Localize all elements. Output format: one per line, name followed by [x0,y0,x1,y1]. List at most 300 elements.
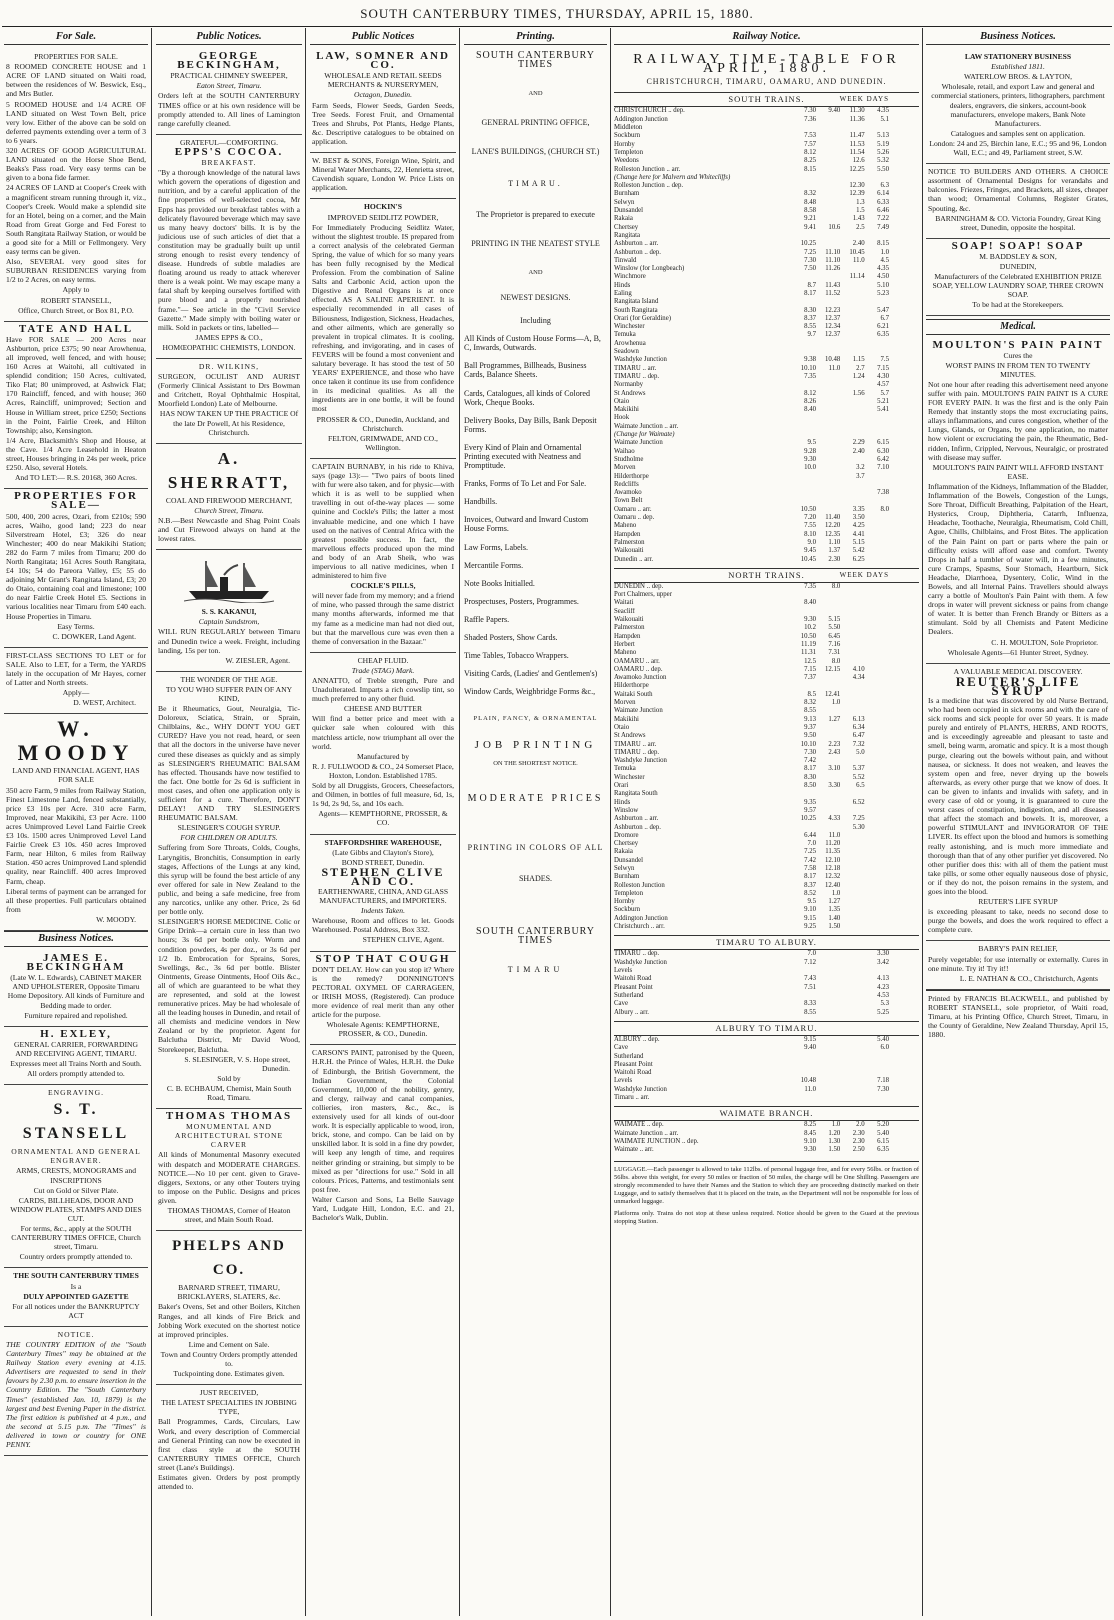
ad-signature: W. ZIESLER, Agent. [225,655,290,665]
ad-apply: Apply— [62,688,90,698]
train-time: 11.10 [825,248,841,256]
ad-body: SLESINGER'S HORSE MEDICINE. Colic or Gripe Drink—a certain cure in less than two hours; 3s 6d per bottle only. Worm and condition powders, 4s per doz., or 3s 6d per 1/2 lb. Embrocation for Sprains, Sores, Swellings, &c., 3s 6d per bottle. Blister Ointments, Grease Ointments, Hoof Oils &c., all of which are guaranteed to be what they are represented, and sold at the lowest remunerative prices. May be had wholesale of all the leading houses in Dunedin, and retail of all chemists and medicine vendors in New Zealand or by the proprietor. Agent for Balclutha District, Mr David Wood, Storekeeper, Balclutha. [158,917,300,1054]
train-time: 9.21 [804,215,816,223]
train-time: 1.3 [856,198,865,206]
printing-and: AND [528,268,543,276]
train-time [867,641,889,649]
timetable-ta-title: TIMARU TO ALBURY. [716,937,817,948]
train-time: 9.30 [804,616,816,624]
station-name: TIMARU .. arr. [614,364,657,372]
ad-notice [4,1327,148,1456]
timetable-row [614,1121,919,1129]
train-time [843,633,865,641]
train-times [794,141,919,149]
train-time [843,591,865,599]
train-time: 5.26 [877,148,889,156]
train-time [867,732,889,740]
ad-title: SOAP! SOAP! SOAP [951,239,1085,252]
train-time [843,583,865,591]
timetable-row [614,481,919,489]
train-time [867,298,889,306]
ad-subtitle: BREAKFAST. [201,158,257,168]
timetable-row [614,414,919,422]
timetable-row [614,473,919,481]
ad-body: CARSON'S PAINT, patronised by the Queen, H.R.H. the Prince of Wales, H.R.H. the Duke of Edinburgh, the British Government, the Indian Government, the Colonial Government, 10,000 of the nobility, gentry, and clergy, railway and canal companies, collieries, iron masters, &c., &c., is extensively used for all kinds of out-door work. It is especially applicable to wood, iron, brick, stone, and compo. Can be laid on by unskilled labor. It is sold in a fine dry powder, will keep any length of time, and requires neither grinding or straining, but simply to be mixed as per "directions for use." Sold in all colours. Prices, Patterns, and testimonials sent post free. [312,1048,454,1194]
station-name: Rolleston Junction .. arr. [614,165,681,173]
train-time: 1.5 [856,207,865,215]
ad-body: GENERAL CARRIER, FORWARDING AND RECEIVING AGENT, TIMARU. [14,1039,138,1058]
station-name: Rangitata [614,231,641,239]
station-name: Ashburton .. dep. [614,248,662,256]
train-times [794,975,919,983]
train-time: 9.57 [804,806,816,814]
ad-title: TATE AND HALL [18,322,134,335]
train-time: 6.47 [852,732,865,740]
station-name: Waihao [614,447,635,455]
train-time: 9.28 [804,447,816,455]
train-time: 1.24 [852,372,865,380]
ad-subtitle: WORST PAINS IN FROM TEN TO TWENTY MINUTES. [945,360,1091,379]
ad-body: W. BEST & SONS, Foreign Wine, Spirit, and Mineral Water Merchants, 22, Henrietta street, Cavendish square, London W. Price Lists on application. [312,156,454,193]
train-time [867,423,889,431]
train-times [794,556,919,564]
train-time: 8.52 [804,889,816,897]
train-time: 7.15 [804,665,816,673]
station-name: Orari [614,782,629,790]
station-name: Town Belt [614,497,643,505]
timetable-row [614,633,919,641]
ad-city: DUNEDIN, [999,261,1037,271]
ad-footer: Furniture repaired and repolished. [24,1010,128,1020]
station-name: Morven [614,699,636,707]
column-divider [610,28,611,1616]
train-time: 11.54 [849,148,865,156]
train-times [794,506,919,514]
timetable-row [614,967,919,975]
train-times [794,732,919,740]
train-time: 9.5 [807,898,816,906]
train-time [818,132,840,140]
train-time: 5.41 [877,406,889,414]
train-time [843,882,865,890]
luggage-notice: LUGGAGE.—Each passenger is allowed to take 112lbs. of personal luggage free, and for every 56lbs. or fraction of 56lbs. above this weight, for every 50 miles or fraction of 50 miles, the charge will be One Shilling. Passengers are strongly recommended to have their Names and the Station to which they are proceeding distinctly marked on their Luggage, and to satisfy themselves that it is placed on the train, as the Department will not be responsible for loss of unmarked luggage. [614,1161,919,1206]
train-time: 7.50 [804,265,816,273]
timetable-row [614,666,919,674]
station-name: TIMARU .. dep. [614,372,660,380]
station-name: WAIMATE .. dep. [614,1121,664,1129]
train-time: 1.37 [828,547,841,555]
ad-subtitle: WHOLESALE AND RETAIL SEEDS MERCHANTS & NURSERYMEN, [324,71,442,90]
timetable-row [614,1053,919,1061]
train-time: 12.37 [825,331,841,339]
column-printing [464,30,607,1616]
train-time: 8.25 [804,1121,816,1129]
train-times [794,824,919,832]
train-time: 1.43 [852,215,865,223]
train-time: 8.0 [831,657,841,665]
train-time: 5.32 [877,157,889,165]
train-time [794,1061,816,1069]
ad-signature: THOMAS THOMAS, Corner of Heaton street, and Main South Road. [167,1206,291,1225]
timetable-row [614,439,919,447]
train-time: 7.58 [804,864,816,872]
station-name: Washdyke Junction [614,1085,667,1093]
station-name: Levels [614,967,633,975]
train-time: 7.35 [804,372,816,380]
station-name: Hampden [614,530,641,538]
printing-service-item: Invoices, Outward and Inward Custom House Forms. [464,515,589,534]
train-time: 7.32 [852,740,865,748]
station-name: Christchurch .. arr. [614,923,665,931]
train-time: 9.35 [804,798,816,806]
train-times [794,782,919,790]
train-time: 6.0 [880,1044,889,1052]
printing-service-item: Every Kind of Plain and Ornamental Printing executed with Neatness and Promptitude. [464,442,582,471]
station-name: Waimate Junction .. arr. [614,422,679,430]
section-header-for-sale: For Sale. [4,30,148,45]
train-time [867,691,889,699]
train-time: 9.37 [804,723,816,731]
timetable-row [614,340,919,348]
train-time [867,340,889,348]
train-times [794,967,919,975]
train-time [843,431,865,439]
train-time [818,273,840,281]
train-times [794,815,919,823]
printing-including: Including [520,316,551,326]
imprint: Printed by FRANCIS BLACKWELL, and published by ROBERT STANSELL, sole proprietor, of Waiti road, Timaru, at his Printing Office, Church Street, Timaru, in the County of Geraldine, New Zealand Thursday, April 15, 1880. [926,990,1110,1044]
train-time [867,414,889,422]
train-time [867,232,889,240]
station-name: Addington Junction [614,115,668,123]
train-time [818,473,840,481]
timetable-row [614,882,919,890]
ad-body: Ball Programmes, Cards, Circulars, Law Work, and every description of Commercial and General Printing can now be executed in first class style at the SOUTH CANTERBURY TIMES OFFICE, Church street (Lane's Buildings). [158,1417,300,1472]
section-header-business: Business Notices. [926,30,1110,45]
ad-staffordshire [310,835,456,952]
station-name: Waimate Junction [614,707,663,715]
train-time [818,497,840,505]
ad-title: PHELPS AND CO. [172,1238,286,1279]
ad-body: FIRST-CLASS SECTIONS TO LET or for SALE. Also to LET, for a Term, the YARDS lately in the occupation of Mr Hayes, corner of Latter and North streets. [6,650,146,688]
ad-title: THE SOUTH CANTERBURY TIMES [13,1271,139,1281]
ad-phelps [156,1231,302,1385]
train-time: 5.19 [877,140,889,148]
train-time: 12.39 [849,190,865,198]
ad-subtitle: THE LATEST SPECIALTIES IN JOBBING TYPE, [161,1398,297,1417]
train-time [843,616,865,624]
ad-body: Sold by all Druggists, Grocers, Cheesefactors, and Oilmen, in bottles of full measure, 6d, 1s, 1s 9d, 2s 9d, 5s, and 10s each. [312,781,454,809]
train-time [867,857,889,865]
train-times [794,157,919,165]
train-times [794,315,919,323]
train-times [794,1077,919,1085]
printing-foot-title: SOUTH CANTERBURY TIMES [475,925,596,947]
column-divider [459,28,460,1616]
train-time [867,674,889,682]
train-times [794,273,919,281]
train-time: 4.34 [852,674,865,682]
train-time: 4.35 [877,107,889,115]
timetable-row [614,824,919,832]
train-time [818,215,840,223]
train-times [794,608,919,616]
timetable-row [614,707,919,715]
train-time: 5.21 [877,397,889,405]
timetable-row [614,464,919,472]
train-time [818,757,840,765]
train-times [794,716,919,724]
timetable-row [614,141,919,149]
station-name: Winslow (for Longbeach) [614,265,685,273]
timetable-row [614,1094,919,1102]
train-time [867,790,889,798]
train-time: 5.1 [880,115,889,123]
ad-body: Sold by [217,1073,241,1083]
ad-subheading: REUTER'S LIFE SYRUP [978,897,1058,907]
ad-title: W. MOODY [17,716,135,766]
train-time [843,307,865,315]
train-time [843,757,865,765]
ad-body: Inflammation of the Kidneys, Inflammation of the Bladder, Inflammation of the Bowels, Congestion of the Lungs, Sore Throat, Difficult Breathing, Palpitation of the Heart, Hysterics, Croup, Diphtheria, Catarrh, Influenza, Headache, Toothache, Neuralgia, Rheumatism, Cold Chill, Ague, Chills, Chilblains, and Frost Bites. The application of the Pain Paint on part or parts where the pain or difficulty exists will afford ease and comfort. Twenty Drops in half a tumbler of water will, in a few minutes, cure Cramps, Spasms, Sour Stomach, Heartburn, Sick Headache, Diarrhoea, Dysentery, Colic, Wind in the Bowels, and all Internal Pains. Travellers should always carry a bottle of Moulton's Pain Paint with them. A few drops in water will prevent sickness or pains from change of water. It is better than French Brandy or Bitters as a stimulant. Sold by all Chemists and Patent Medicine Dealers. [928,481,1108,637]
train-time: 5.40 [877,1129,889,1137]
printing-service-item: Window Cards, Weighbridge Forms &c., [464,687,596,697]
column-public-notices-2 [310,30,456,1616]
train-times [794,707,919,715]
train-time [818,707,840,715]
timetable-row [614,497,919,505]
timetable-row [614,547,919,555]
ad-subtitle: Captain Sundstrom, [198,617,260,627]
train-time: 7.25 [804,848,816,856]
train-time: 7.38 [877,489,889,497]
ad-title: STAFFORDSHIRE WAREHOUSE, [324,837,442,847]
ad-body: 350 acre Farm, 9 miles from Railway Station, Finest Limestone Land, fenced substantially, price £3 10s per Acre. 310 acre Farm, Improved, near Makikihi, £3 per Acre. 1100 acres Unimproved Level Land Fairlie Creek £3 10s. 1500 acres Unimproved Level Land Fairlie Creek £3 10s. 450 acres Improved Farm, near Hilton, 6 miles from Railway Station. 450 acres Unimproved Land splendid quality, near Raincliff. 400 acres Improved Farm, cheap. [6,785,146,886]
train-time: 10.45 [849,248,865,256]
train-time [843,481,865,489]
timetable-row [614,107,919,115]
ad-body: HAS NOW TAKEN UP THE PRACTICE Of the late Dr Powell, At his Residence, Christchurch. [159,409,299,437]
train-time [867,865,889,873]
timetable-row [614,356,919,364]
ad-body: SURGEON, OCULIST AND AURIST (Formerly Clinical Assistant to Drs Bowman and Critchett, Royal Ophthalmic Hospital, Moorfield London) Late of Melbourne. [158,372,300,409]
train-time [867,782,889,790]
train-time [867,666,889,674]
ad-signature: PROSSER & CO., Dunedin, Auckland, and Christchurch. [316,414,450,433]
train-time [818,340,840,348]
ad-signature: C. H. MOULTON, Sole Proprietor. [991,637,1098,647]
station-name: Burnham [614,190,640,198]
printing-service-item: Visiting Cards, (Ladies' and Gentlemen's) [464,669,598,679]
train-time [818,141,840,149]
train-time [867,724,889,732]
train-times [794,1086,919,1094]
train-times [794,149,919,157]
train-time [843,641,865,649]
ad-subtitle: EARTHENWARE, CHINA, AND GLASS MANUFACTURERS, and IMPORTERS. [317,886,449,906]
train-time: 6.3 [880,182,889,190]
train-times [794,765,919,773]
train-time: 6.35 [877,1146,889,1154]
train-time [867,599,889,607]
ad-subtitle: COAL AND FIREWOOD MERCHANT, [165,495,293,505]
timetable-row [614,556,919,564]
timetable-row [614,282,919,290]
train-time [818,732,840,740]
timetable-row [614,624,919,632]
printing-neat: PRINTING IN THE NEATEST STYLE [471,238,600,248]
ad-body: Farm Seeds, Flower Seeds, Garden Seeds, Tree Seeds. Forest Fruit, and Ornamental Trees and Shrubs, Pot Plants, Hedge Plants, &c. Descriptive catalogues to be obtained on application. [312,100,454,146]
train-time [843,848,865,856]
train-time: 1.27 [828,715,841,723]
train-time: 1.0 [831,1121,841,1129]
train-times [794,616,919,624]
ad-slesinger [156,672,302,1109]
train-time: 5.52 [852,773,865,781]
station-name: Waitati [614,599,634,607]
train-time [794,489,816,497]
timetable-row [614,522,919,530]
ad-signature: STEPHEN CLIVE, Agent. [362,935,444,945]
printing-service-item: Cards, Catalogues, all kinds of Colored Work, Cheque Books. [464,388,590,407]
timetable-row [614,199,919,207]
train-time [843,290,865,298]
train-time: 12.30 [849,182,865,190]
train-times [794,1146,919,1154]
ad-footer: To be had at the Storekeepers. [972,300,1064,310]
train-time [867,741,889,749]
timetable-row [614,207,919,215]
train-time [843,790,865,798]
train-time: 7.20 [804,514,816,522]
timetable-row [614,224,919,232]
train-time [843,807,865,815]
train-times [794,132,919,140]
train-time [843,398,865,406]
train-time [818,381,840,389]
timetable-wb-title: WAIMATE BRANCH. [719,1108,814,1119]
ad-body: CARDS, BILLHEADS, DOOR AND WINDOW PLATES, STAMPS AND DIES CUT. [10,1195,142,1223]
train-time: 11.35 [825,848,841,856]
station-name: Rolleston Junction [614,881,665,889]
ad-signature: BARNINGHAM & CO. Victoria Foundry, Great King street, Dunedin, opposite the hospital. [935,213,1101,232]
train-time: 3.35 [852,505,865,513]
station-name: Awamoko [614,489,642,497]
ad-body: CAPTAIN BURNABY, in his ride to Khiva, says (page 13):— "Two pairs of boots lined with fur were also taken, and for physic—with which it is as well to be supplied when travelling in out of-the-way places — some quinine and Cockle's Pills; the latter a most invaluable medicine, and one which I have used on the natives of Central Africa with the greatest possible success. In fact, the marvellous effects produced upon the mind and body of an Arab Sheik, who was impervious to all native medicines, when I administered to him five [312,461,454,581]
train-time: 6.25 [852,555,865,563]
ad-footer: Estimates given. Orders by post promptly attended to. [158,1473,300,1492]
train-times [794,481,919,489]
train-time [867,539,889,547]
ad-dr-wilkins [156,359,302,444]
station-name: St Andrews [614,389,646,397]
timetable-row [614,724,919,732]
train-time [867,799,889,807]
timetable-row [614,124,919,132]
train-time [867,716,889,724]
train-time: 7.42 [804,856,816,864]
timetable-row [614,915,919,923]
station-name: OAMARU .. dep. [614,665,663,673]
timetable-row [614,423,919,431]
ad-annatto [310,653,456,835]
train-time: 7.30 [804,256,816,264]
train-time [794,414,816,422]
timetable-albury-timaru-rows [614,1036,919,1102]
timetable-south-title: SOUTH TRAINS. [728,94,805,105]
train-time [794,182,816,190]
ad-footer: Tuckpointing done. Estimates given. [173,1369,285,1379]
ad-subheading: SLESINGER'S COUGH SYRUP. [177,823,281,833]
ad-w-moody [4,714,148,931]
section-header-railway: Railway Notice. [614,30,919,45]
station-name: Arowhenua [614,339,646,347]
train-time [794,481,816,489]
ad-body: Suffering from Sore Throats, Colds, Coughs, Laryngitis, Bronchitis, Consumption in early stages, Affections of the Lungs at any kind, this syrup will be found the best article of any ever offered for sale in New Zealand to the public, and being a safe medicine, free from any narcotics, unlike any other. Price, 2s 6d per bottle only. [158,843,300,917]
station-name: ALBURY .. dep. [614,1035,660,1043]
train-times [794,799,919,807]
train-time: 12.35 [825,530,841,538]
ad-body: Purely vegetable; for use internally or externally. Cures in one minute. Try it! Try it!! [928,954,1108,973]
train-time [818,240,840,248]
timetable-row [614,716,919,724]
timetable-row [614,331,919,339]
train-time [843,423,865,431]
train-time: 9.45 [804,547,816,555]
ad-carsons-paint [310,1045,456,1228]
train-times [794,674,919,682]
timetable-row [614,815,919,823]
train-times [794,199,919,207]
train-times [794,1094,919,1102]
train-times [794,473,919,481]
train-time [867,497,889,505]
train-time: 9.15 [804,914,816,922]
timetable-row [614,132,919,140]
train-time: 11.0 [804,1085,816,1093]
ad-name: WATERLOW BROS. & LAYTON, [963,72,1073,82]
train-time: 8.33 [804,1000,816,1008]
ad-properties-dowker [4,489,148,648]
train-time: 2.43 [828,748,841,756]
station-name: Hilderthorpe [614,472,649,480]
timetable-row [614,848,919,856]
train-time [794,1094,816,1102]
ad-address: Eaton Street, Timaru. [196,81,262,91]
ad-heading: CHEAP FLUID. [357,655,409,665]
train-time: 4.25 [852,522,865,530]
timetable-row [614,608,919,616]
ad-subtitle: LAND AND FINANCIAL AGENT, HAS FOR SALE [12,766,140,785]
timetable-row [614,865,919,873]
ad-heading: A VALUABLE MEDICAL DISCOVERY. [953,666,1083,676]
train-time [818,116,840,124]
station-name: Sutherland [614,1052,644,1060]
ad-body: Liberal terms of payment can be arranged for all these properties. Full particulars obtained from [6,886,146,914]
train-time [818,157,840,165]
timetable-row [614,265,919,273]
train-times [794,915,919,923]
train-time: 8.0 [880,505,889,513]
ad-title: H. EXLEY, [40,1027,112,1040]
train-time: 7.57 [804,140,816,148]
train-time [843,298,865,306]
platform-notice: Platforms only. Trains do not stop at these unless required. Notice should be given to the Guard at the previous stopping Station. [614,1209,919,1225]
printing-service-item: Delivery Books, Day Bills, Bank Deposit Forms. [464,415,597,434]
ad-item: 8 ROOMED CONCRETE HOUSE and 1 ACRE OF LAND situated on Waiti road, between the residences of W. Beswick, Esq., and Mrs Butler. [6,62,146,99]
timetable-row [614,599,919,607]
timetable-row [614,531,919,539]
